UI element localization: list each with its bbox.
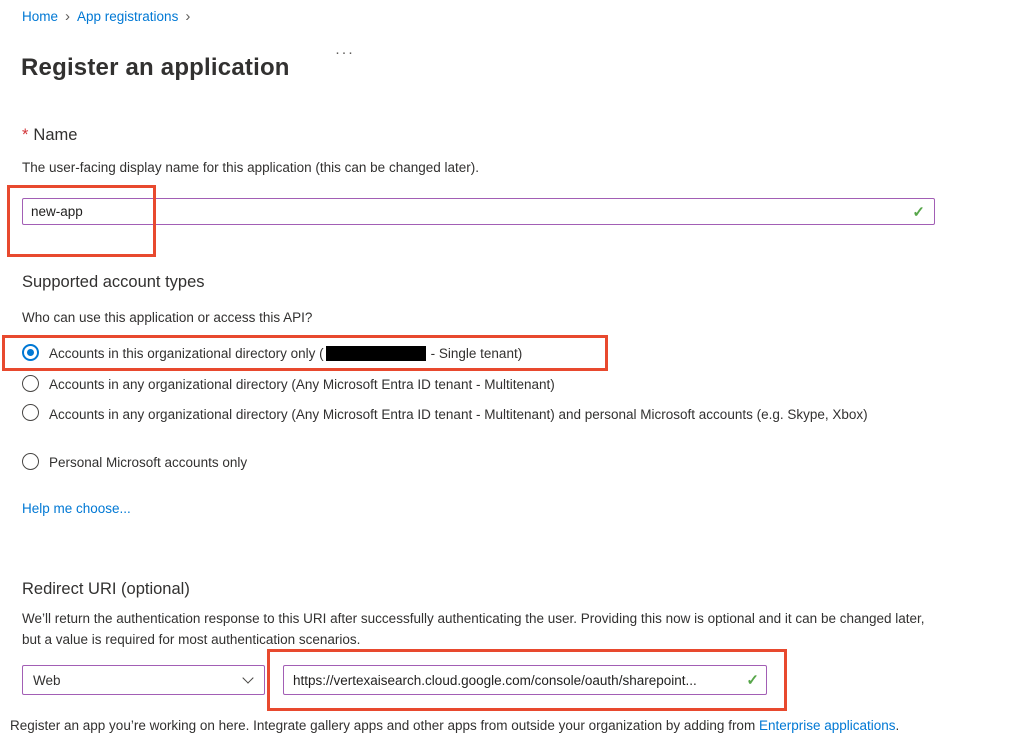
footer-note: Register an app you’re working on here. Integrate gallery apps and other apps from outside your organization by adding from Enterprise applications. [10, 718, 900, 733]
radio-unselected-icon[interactable] [22, 453, 39, 470]
name-label-text: Name [33, 126, 78, 144]
account-type-option-personal-only[interactable] [22, 453, 247, 472]
account-type-option-multitenant-personal[interactable] [22, 404, 914, 426]
annotation-box-redirect-uri [267, 649, 787, 711]
name-field-description: The user-facing display name for this application (this can be changed later). [22, 160, 479, 175]
app-name-input[interactable] [23, 199, 912, 224]
redirect-platform-selected-value: Web [33, 672, 61, 688]
breadcrumb-separator-icon: › [185, 7, 191, 25]
account-type-option-label: Accounts in any organizational directory (Any Microsoft Entra ID tenant - Multitenant) and personal Microsoft accounts (e.g. Skype, Xbox) [49, 407, 868, 422]
help-me-choose-link[interactable]: Help me choose... [22, 501, 131, 516]
breadcrumb-separator-icon: › [65, 7, 71, 25]
supported-account-types-question: Who can use this application or access this API? [22, 310, 313, 325]
chevron-down-icon [242, 672, 253, 683]
supported-account-types-heading: Supported account types [22, 273, 205, 291]
app-name-input-wrap [22, 198, 935, 225]
radio-unselected-icon[interactable] [22, 404, 39, 421]
breadcrumb-app-registrations-link[interactable]: App registrations [77, 9, 179, 24]
account-type-option-label: Accounts in any organizational directory (Any Microsoft Entra ID tenant - Multitenant) [49, 377, 555, 392]
account-type-option-label: Personal Microsoft accounts only [49, 455, 248, 470]
annotation-box-name-input [7, 185, 156, 257]
more-options-icon[interactable]: ··· [335, 44, 355, 61]
enterprise-applications-link[interactable]: Enterprise applications [758, 718, 896, 733]
name-field-label [22, 126, 77, 145]
account-type-option-label: Accounts in this organizational directory only ( - Single tenant) [49, 346, 523, 361]
valid-checkmark-icon: ✓ [912, 203, 925, 221]
redirect-uri-heading: Redirect URI (optional) [22, 580, 190, 598]
redirect-platform-select[interactable] [22, 665, 265, 695]
account-type-option-multitenant[interactable] [22, 375, 555, 394]
breadcrumb [22, 9, 190, 24]
redirect-uri-description: We’ll return the authentication response to this URI after successfully authenticating the user. Providing this now is optional and it can be changed later, but a value is required for most authentication scenarios. [22, 611, 925, 647]
page-title: Register an application [21, 54, 290, 82]
valid-checkmark-icon: ✓ [746, 672, 759, 689]
breadcrumb-home-link[interactable]: Home [22, 9, 59, 24]
annotation-box-single-tenant-option [2, 335, 608, 371]
required-asterisk: * [22, 126, 29, 144]
radio-unselected-icon[interactable] [22, 375, 39, 392]
